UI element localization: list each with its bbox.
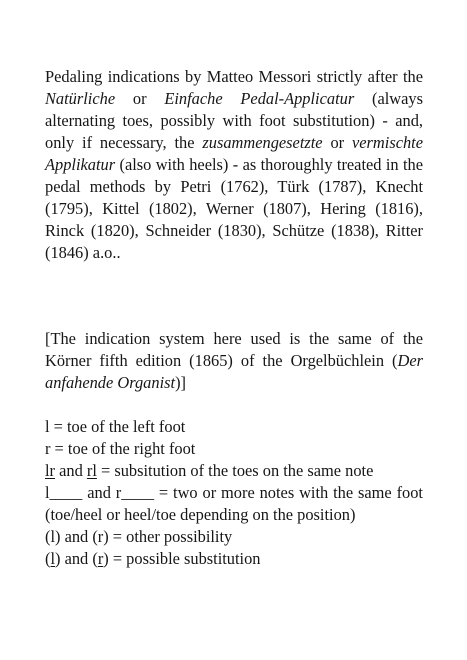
legend-and: and — [55, 461, 87, 480]
legend-lr: lr — [45, 461, 56, 480]
intro-text-3: (always alternating toes, possibly with foot substitution) - and, only if necessary, the — [45, 89, 423, 152]
note-text-2: )] — [175, 373, 186, 392]
intro-term-naturliche: Natürliche — [45, 89, 116, 108]
legend-possible-substitution-text: ) = possible substitution — [103, 549, 261, 568]
intro-text-2: or — [115, 89, 165, 108]
legend-item-left-toe: l = toe of the left foot — [45, 417, 186, 436]
legend-r-underlined: r — [97, 549, 104, 568]
intro-paragraph — [45, 66, 423, 264]
edition-note — [45, 328, 423, 394]
intro-text-4: or — [322, 133, 352, 152]
note-title-italic: Der anfahende Organist — [45, 351, 423, 392]
intro-text-5: (also with heels) - as thoroughly treated in the pedal methods by Petri (1762), Türk (1787), Knecht (1795), Kittel (1802), Werner (1807), Hering (1816), Rinck (1820), Schneider (1830), Schütze (1838), Ritter (1846) a.o.. — [45, 155, 423, 262]
note-text-1: [The indication system here used is the same of the Körner fifth edition (1865) of the Orgelbüchlein ( — [45, 329, 423, 370]
intro-text-1: Pedaling indications by Matteo Messori strictly after the — [45, 67, 423, 86]
intro-term-vermischte: vermischte Applikatur — [45, 133, 423, 174]
legend-item-other-possibility: (l) and (r) = other possibility — [45, 527, 233, 546]
intro-term-zusammengesetzte: zusammengesetzte — [202, 133, 323, 152]
legend-rl: rl — [86, 461, 97, 480]
legend-paren-open: ( — [45, 549, 51, 568]
legend-substitution-text: = subsitution of the toes on the same note — [96, 461, 374, 480]
legend-item-possible-substitution — [45, 548, 423, 570]
legend-paren-mid: ) and ( — [55, 549, 98, 568]
legend-list — [45, 416, 423, 570]
legend-item-substitution — [45, 460, 423, 482]
legend-item-same-foot: l____ and r____ = two or more notes with the same foot (toe/heel or heel/toe depending on the position) — [45, 483, 423, 524]
intro-term-einfache: Einfache Pedal-Applicatur — [164, 89, 355, 108]
legend-item-right-toe: r = toe of the right foot — [45, 439, 196, 458]
legend-l-underlined: l — [50, 549, 56, 568]
